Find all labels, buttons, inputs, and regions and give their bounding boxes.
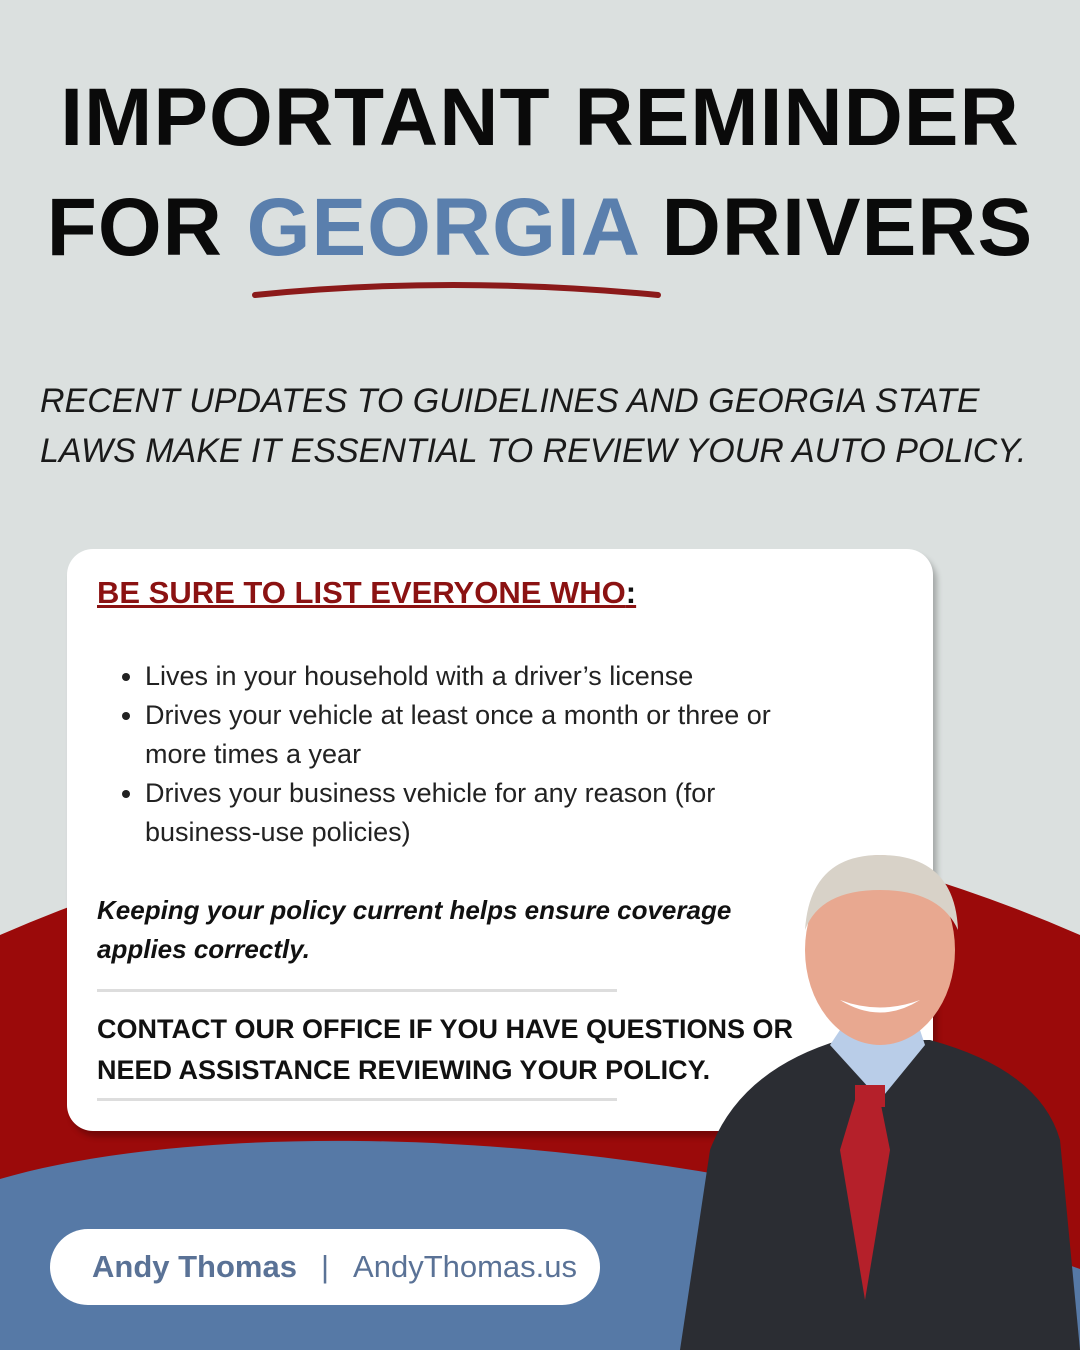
title-underline <box>250 275 670 305</box>
list-item: • Lives in your household with a driver’s license <box>145 657 797 696</box>
separator: | <box>320 1249 330 1284</box>
agent-name: Andy Thomas <box>92 1249 297 1284</box>
list-item: • Drives your business vehicle for any reason (for business-use policies) <box>145 774 797 852</box>
title-line-1: IMPORTANT REMINDER <box>60 72 1020 163</box>
divider <box>97 989 617 992</box>
list-item: • Drives your vehicle at least once a month or three or more times a year <box>145 696 797 774</box>
footer-contact-pill <box>50 1229 600 1305</box>
coverage-note: Keeping your policy current helps ensure coverage applies correctly. <box>97 895 732 964</box>
card-heading: BE SURE TO LIST EVERYONE WHO: <box>97 575 637 610</box>
subtitle: RECENT UPDATES TO GUIDELINES AND GEORGIA STATE LAWS MAKE IT ESSENTIAL TO REVIEW YOUR AUTO POLICY. <box>40 382 1027 470</box>
website-link[interactable]: AndyThomas.us <box>353 1249 578 1284</box>
title-highlight: GEORGIA <box>246 182 638 273</box>
divider <box>97 1098 617 1101</box>
requirements-list <box>117 657 797 852</box>
contact-message: CONTACT OUR OFFICE IF YOU HAVE QUESTIONS OR NEED ASSISTANCE REVIEWING YOUR POLICY. <box>97 1014 794 1085</box>
title-line-2: FOR GEORGIA DRIVERS <box>46 182 1034 273</box>
agent-photo <box>680 850 1080 1350</box>
